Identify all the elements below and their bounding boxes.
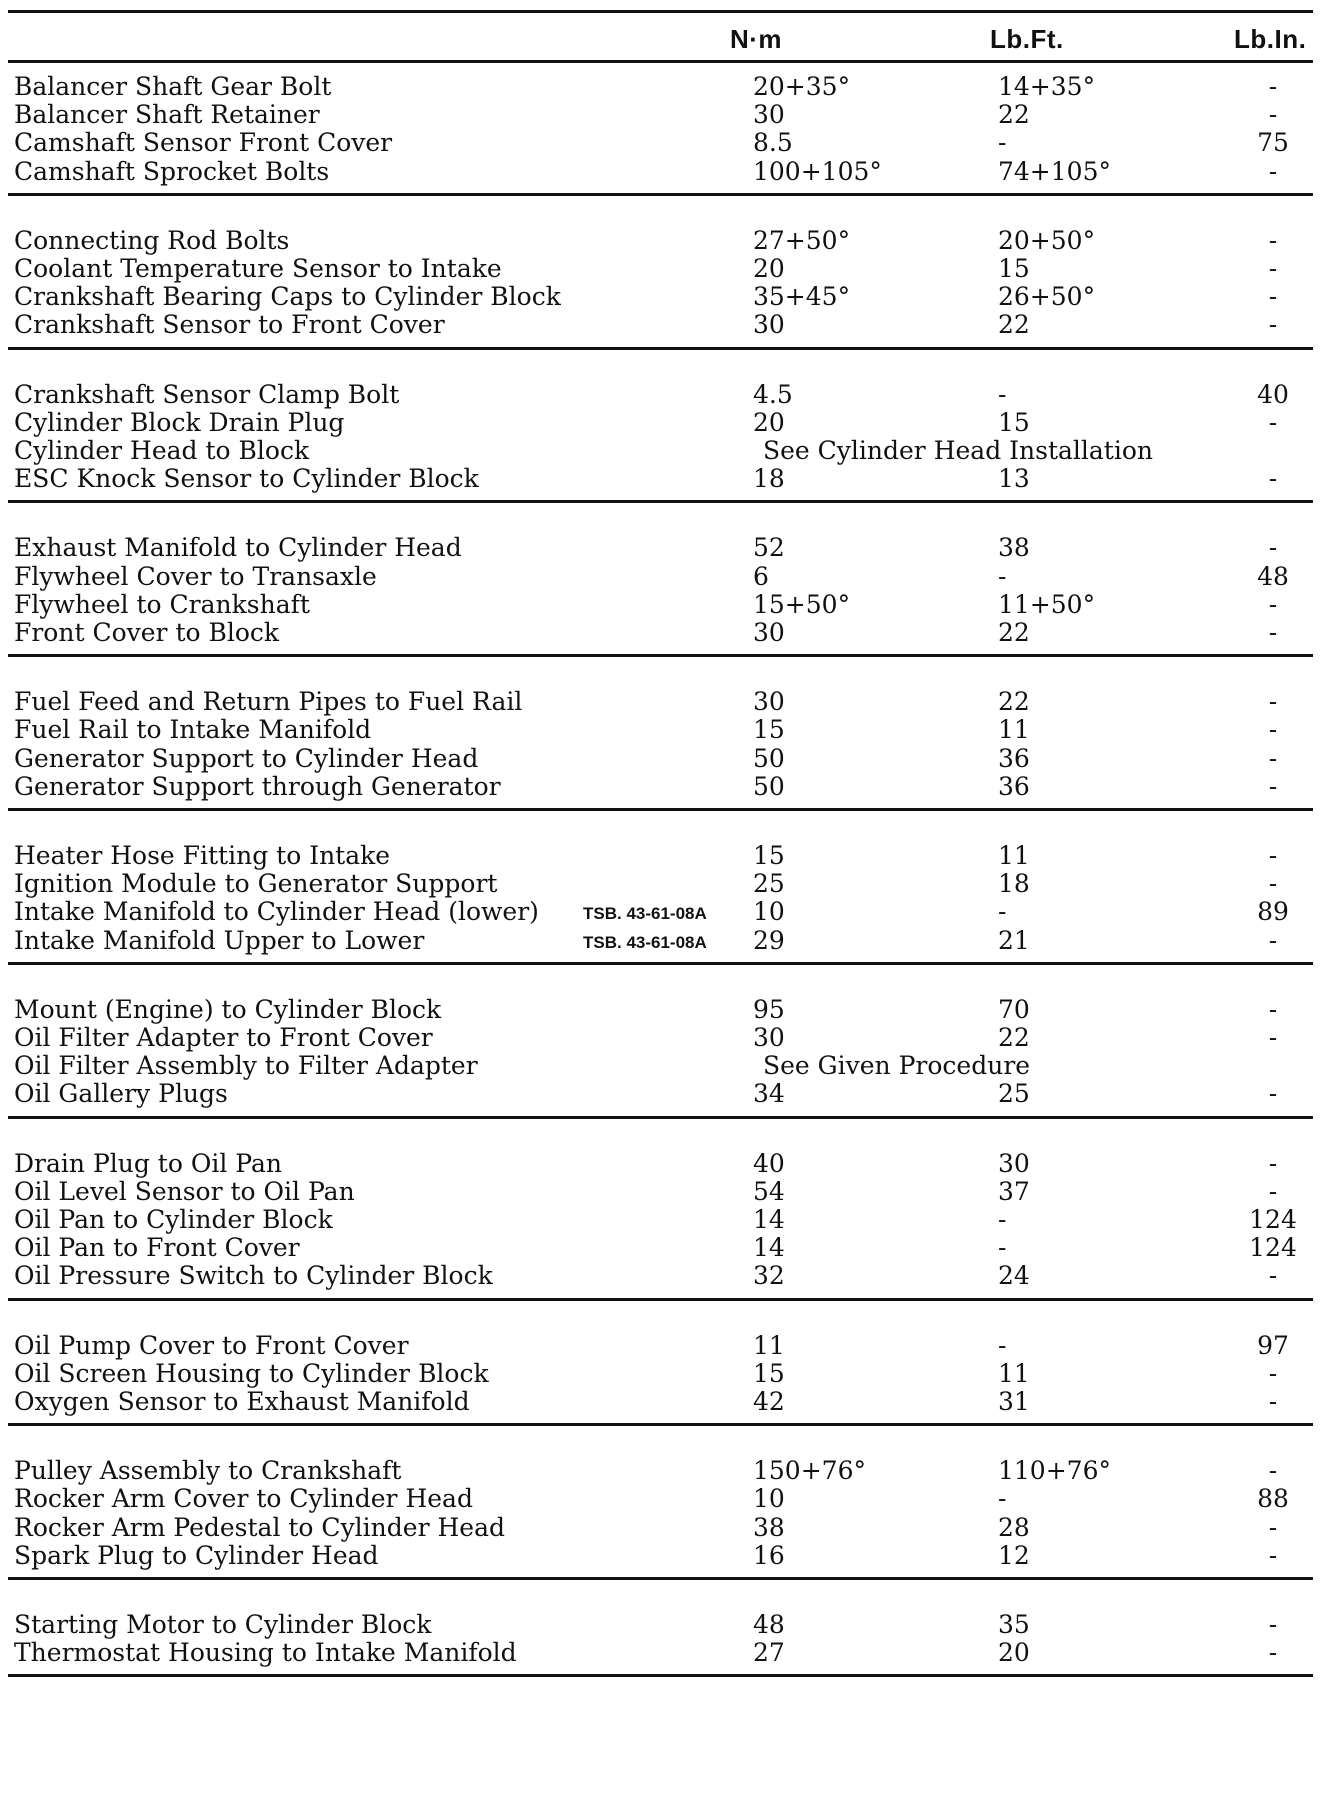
value-nm: 100+105° bbox=[753, 156, 882, 186]
table-row bbox=[8, 1261, 1313, 1291]
table-row bbox=[8, 226, 1313, 256]
table-row bbox=[8, 687, 1313, 717]
value-lbin: - bbox=[1268, 589, 1278, 619]
component-name: Exhaust Manifold to Cylinder Head bbox=[14, 533, 462, 563]
value-lbft: 37 bbox=[998, 1176, 1030, 1206]
component-name: Crankshaft Sensor to Front Cover bbox=[14, 310, 445, 340]
component-name: Drain Plug to Oil Pan bbox=[14, 1148, 282, 1178]
value-lbin: 75 bbox=[1257, 128, 1289, 158]
value-nm: 30 bbox=[753, 1023, 785, 1052]
value-nm: 35+45° bbox=[753, 282, 851, 312]
value-lbft: 11+50° bbox=[998, 589, 1096, 619]
value-lbin: - bbox=[1268, 1023, 1278, 1052]
group-divider bbox=[8, 1577, 1313, 1580]
table-row bbox=[8, 841, 1313, 871]
value-lbin: - bbox=[1268, 869, 1278, 899]
value-nm: 30 bbox=[753, 310, 785, 340]
component-name: Camshaft Sprocket Bolts bbox=[14, 156, 330, 186]
component-name: Rocker Arm Pedestal to Cylinder Head bbox=[14, 1512, 505, 1542]
tsb-reference: TSB. 43-61-08A bbox=[583, 904, 707, 924]
component-name: Front Cover to Block bbox=[14, 618, 280, 647]
value-lbft: 22 bbox=[998, 618, 1030, 647]
value-nm: 15 bbox=[753, 1358, 785, 1388]
value-lbft: - bbox=[998, 1484, 1007, 1514]
value-nm: 10 bbox=[753, 897, 785, 927]
component-name: Oil Screen Housing to Cylinder Block bbox=[14, 1358, 489, 1388]
value-lbin: 89 bbox=[1257, 897, 1289, 927]
component-name: Balancer Shaft Retainer bbox=[14, 100, 320, 130]
group-divider bbox=[8, 654, 1313, 657]
group-divider bbox=[8, 193, 1313, 196]
value-lbin: - bbox=[1268, 533, 1278, 563]
table-row bbox=[8, 1513, 1313, 1543]
value-lbin: - bbox=[1268, 464, 1278, 494]
value-lbin: 40 bbox=[1257, 379, 1289, 409]
value-lbft: 26+50° bbox=[998, 282, 1096, 312]
table-row bbox=[8, 436, 1313, 466]
value-nm: 52 bbox=[753, 533, 785, 563]
value-lbin: - bbox=[1268, 771, 1278, 801]
value-lbft: 110+76° bbox=[998, 1456, 1111, 1486]
value-lbin: 48 bbox=[1257, 561, 1289, 591]
value-lbft: 20+50° bbox=[998, 225, 1096, 255]
value-lbft: 11 bbox=[998, 841, 1030, 870]
table-row bbox=[8, 744, 1313, 774]
table-row bbox=[8, 715, 1313, 745]
value-lbft: 18 bbox=[998, 869, 1030, 899]
spec-note: See Given Procedure bbox=[763, 1051, 1031, 1081]
value-lbft: 11 bbox=[998, 1358, 1030, 1388]
component-name: Oil Filter Adapter to Front Cover bbox=[14, 1023, 433, 1052]
table-row bbox=[8, 100, 1313, 130]
value-nm: 40 bbox=[753, 1148, 785, 1178]
header-rule bbox=[8, 60, 1313, 63]
value-lbin: - bbox=[1268, 225, 1278, 255]
value-lbft: 22 bbox=[998, 687, 1030, 717]
value-nm: 42 bbox=[753, 1387, 785, 1416]
value-nm: 14 bbox=[753, 1233, 785, 1263]
component-name: Flywheel Cover to Transaxle bbox=[14, 561, 377, 591]
value-lbft: 36 bbox=[998, 743, 1030, 773]
value-lbin: - bbox=[1268, 156, 1278, 186]
table-row bbox=[8, 1177, 1313, 1207]
value-nm: 54 bbox=[753, 1176, 785, 1206]
component-name: Camshaft Sensor Front Cover bbox=[14, 128, 393, 158]
value-nm: 16 bbox=[753, 1540, 785, 1570]
value-nm: 18 bbox=[753, 464, 785, 494]
table-row bbox=[8, 1149, 1313, 1179]
value-lbin: - bbox=[1268, 254, 1278, 283]
value-nm: 29 bbox=[753, 925, 785, 955]
table-row bbox=[8, 1205, 1313, 1235]
component-name: Intake Manifold Upper to Lower bbox=[14, 925, 425, 955]
component-name: Balancer Shaft Gear Bolt bbox=[14, 72, 332, 101]
component-name: Rocker Arm Cover to Cylinder Head bbox=[14, 1484, 473, 1514]
value-lbft: 14+35° bbox=[998, 72, 1096, 101]
component-name: Mount (Engine) to Cylinder Block bbox=[14, 994, 442, 1024]
value-nm: 15 bbox=[753, 715, 785, 745]
component-name: Coolant Temperature Sensor to Intake bbox=[14, 254, 502, 283]
component-name: Oil Pump Cover to Front Cover bbox=[14, 1330, 409, 1360]
component-name: Starting Motor to Cylinder Block bbox=[14, 1610, 432, 1639]
tsb-reference: TSB. 43-61-08A bbox=[583, 932, 707, 952]
top-rule bbox=[8, 10, 1313, 13]
value-nm: 20 bbox=[753, 254, 785, 283]
value-lbft: 24 bbox=[998, 1261, 1030, 1291]
table-row bbox=[8, 1051, 1313, 1081]
component-name: Fuel Feed and Return Pipes to Fuel Rail bbox=[14, 687, 523, 717]
table-row bbox=[8, 1387, 1313, 1417]
value-lbin: 124 bbox=[1249, 1233, 1297, 1263]
group-divider bbox=[8, 500, 1313, 503]
component-name: Oxygen Sensor to Exhaust Manifold bbox=[14, 1387, 470, 1416]
component-name: Thermostat Housing to Intake Manifold bbox=[14, 1638, 517, 1668]
value-lbin: - bbox=[1268, 715, 1278, 745]
value-lbin: - bbox=[1268, 1638, 1278, 1668]
component-name: Ignition Module to Generator Support bbox=[14, 869, 498, 899]
value-lbft: - bbox=[998, 1233, 1007, 1263]
table-row bbox=[8, 1456, 1313, 1486]
table-row bbox=[8, 157, 1313, 187]
header-nm: N·m bbox=[730, 24, 783, 54]
value-lbft: 22 bbox=[998, 1023, 1030, 1052]
value-nm: 150+76° bbox=[753, 1456, 866, 1486]
value-lbft: 20 bbox=[998, 1638, 1030, 1668]
component-name: Crankshaft Bearing Caps to Cylinder Block bbox=[14, 282, 561, 312]
value-lbin: - bbox=[1268, 1148, 1278, 1178]
group-divider bbox=[8, 962, 1313, 965]
table-row bbox=[8, 1023, 1313, 1053]
component-name: Oil Filter Assembly to Filter Adapter bbox=[14, 1051, 478, 1081]
value-lbin: - bbox=[1268, 1540, 1278, 1570]
value-nm: 20+35° bbox=[753, 72, 851, 101]
table-row bbox=[8, 618, 1313, 648]
table-row bbox=[8, 254, 1313, 284]
value-nm: 50 bbox=[753, 743, 785, 773]
component-name: Oil Gallery Plugs bbox=[14, 1079, 228, 1109]
table-row bbox=[8, 1331, 1313, 1361]
value-nm: 30 bbox=[753, 618, 785, 647]
component-name: Cylinder Head to Block bbox=[14, 436, 310, 465]
group-divider bbox=[8, 1674, 1313, 1677]
value-lbin: - bbox=[1268, 407, 1278, 437]
table-row bbox=[8, 562, 1313, 592]
value-lbft: 74+105° bbox=[998, 156, 1111, 186]
table-row bbox=[8, 310, 1313, 340]
value-lbft: 11 bbox=[998, 715, 1030, 745]
value-lbin: - bbox=[1268, 841, 1278, 870]
value-lbin: - bbox=[1268, 72, 1278, 101]
value-nm: 6 bbox=[753, 561, 769, 591]
value-lbin: - bbox=[1268, 618, 1278, 647]
value-lbin: - bbox=[1268, 1610, 1278, 1639]
value-lbft: 25 bbox=[998, 1079, 1030, 1109]
component-name: Fuel Rail to Intake Manifold bbox=[14, 715, 372, 745]
value-lbin: - bbox=[1268, 1512, 1278, 1542]
value-lbin: - bbox=[1268, 687, 1278, 717]
component-name: Intake Manifold to Cylinder Head (lower) bbox=[14, 897, 539, 927]
table-row bbox=[8, 772, 1313, 802]
value-lbft: 15 bbox=[998, 254, 1030, 283]
value-lbin: 97 bbox=[1257, 1330, 1289, 1360]
value-nm: 15 bbox=[753, 841, 785, 870]
value-lbin: - bbox=[1268, 1176, 1278, 1206]
value-nm: 95 bbox=[753, 994, 785, 1024]
value-nm: 30 bbox=[753, 100, 785, 130]
value-lbin: - bbox=[1268, 282, 1278, 312]
table-row bbox=[8, 897, 1313, 927]
value-nm: 32 bbox=[753, 1261, 785, 1291]
value-nm: 20 bbox=[753, 407, 785, 437]
value-lbft: 22 bbox=[998, 100, 1030, 130]
table-row bbox=[8, 464, 1313, 494]
value-lbft: - bbox=[998, 561, 1007, 591]
value-lbft: 70 bbox=[998, 994, 1030, 1024]
table-row bbox=[8, 1610, 1313, 1640]
table-row bbox=[8, 1359, 1313, 1389]
table-row bbox=[8, 926, 1313, 956]
table-row bbox=[8, 380, 1313, 410]
value-lbin: - bbox=[1268, 100, 1278, 130]
table-row bbox=[8, 1541, 1313, 1571]
value-lbin: 124 bbox=[1249, 1205, 1297, 1234]
table-row bbox=[8, 408, 1313, 438]
value-lbin: - bbox=[1268, 310, 1278, 340]
value-nm: 38 bbox=[753, 1512, 785, 1542]
value-nm: 4.5 bbox=[753, 379, 793, 409]
torque-spec-table bbox=[8, 8, 1318, 1788]
value-lbin: 88 bbox=[1257, 1484, 1289, 1514]
spec-note: See Cylinder Head Installation bbox=[763, 436, 1154, 465]
value-lbin: - bbox=[1268, 1387, 1278, 1416]
value-lbft: - bbox=[998, 379, 1007, 409]
group-divider bbox=[8, 1116, 1313, 1119]
value-lbft: - bbox=[998, 897, 1007, 927]
value-nm: 48 bbox=[753, 1610, 785, 1639]
value-nm: 10 bbox=[753, 1484, 785, 1514]
table-row bbox=[8, 1079, 1313, 1109]
table-row bbox=[8, 1233, 1313, 1263]
component-name: Oil Level Sensor to Oil Pan bbox=[14, 1176, 355, 1206]
component-name: Oil Pressure Switch to Cylinder Block bbox=[14, 1261, 493, 1291]
value-nm: 34 bbox=[753, 1079, 785, 1109]
value-nm: 27 bbox=[753, 1638, 785, 1668]
value-nm: 25 bbox=[753, 869, 785, 899]
component-name: Spark Plug to Cylinder Head bbox=[14, 1540, 379, 1570]
group-divider bbox=[8, 1423, 1313, 1426]
value-lbft: 13 bbox=[998, 464, 1030, 494]
value-lbft: 36 bbox=[998, 771, 1030, 801]
value-lbin: - bbox=[1268, 1079, 1278, 1109]
table-row bbox=[8, 533, 1313, 563]
table-row bbox=[8, 995, 1313, 1025]
component-name: Heater Hose Fitting to Intake bbox=[14, 841, 391, 870]
value-lbin: - bbox=[1268, 1261, 1278, 1291]
group-divider bbox=[8, 808, 1313, 811]
value-lbft: 28 bbox=[998, 1512, 1030, 1542]
table-row bbox=[8, 590, 1313, 620]
table-row bbox=[8, 869, 1313, 899]
header-lbft: Lb.Ft. bbox=[990, 24, 1064, 54]
value-lbft: - bbox=[998, 1330, 1007, 1360]
table-row bbox=[8, 1638, 1313, 1668]
value-nm: 50 bbox=[753, 771, 785, 801]
table-row bbox=[8, 282, 1313, 312]
value-lbin: - bbox=[1268, 1456, 1278, 1486]
value-lbft: - bbox=[998, 1205, 1007, 1234]
value-nm: 11 bbox=[753, 1330, 785, 1360]
value-lbft: 31 bbox=[998, 1387, 1030, 1416]
component-name: Generator Support through Generator bbox=[14, 771, 501, 801]
value-nm: 27+50° bbox=[753, 225, 851, 255]
component-name: Crankshaft Sensor Clamp Bolt bbox=[14, 379, 400, 409]
value-lbft: 30 bbox=[998, 1148, 1030, 1178]
component-name: Oil Pan to Front Cover bbox=[14, 1233, 300, 1263]
value-nm: 15+50° bbox=[753, 589, 851, 619]
value-lbft: 38 bbox=[998, 533, 1030, 563]
value-lbft: 15 bbox=[998, 407, 1030, 437]
component-name: Pulley Assembly to Crankshaft bbox=[14, 1456, 402, 1486]
table-row bbox=[8, 1484, 1313, 1514]
component-name: Flywheel to Crankshaft bbox=[14, 589, 310, 619]
group-divider bbox=[8, 347, 1313, 350]
value-lbft: 21 bbox=[998, 925, 1030, 955]
component-name: Connecting Rod Bolts bbox=[14, 225, 290, 255]
value-lbft: 12 bbox=[998, 1540, 1030, 1570]
table-row bbox=[8, 128, 1313, 158]
component-name: ESC Knock Sensor to Cylinder Block bbox=[14, 464, 479, 494]
value-lbin: - bbox=[1268, 994, 1278, 1024]
header-lbin: Lb.In. bbox=[1234, 24, 1307, 54]
value-lbin: - bbox=[1268, 925, 1278, 955]
component-name: Cylinder Block Drain Plug bbox=[14, 407, 345, 437]
value-lbft: 35 bbox=[998, 1610, 1030, 1639]
component-name: Oil Pan to Cylinder Block bbox=[14, 1205, 333, 1234]
component-name: Generator Support to Cylinder Head bbox=[14, 743, 479, 773]
group-divider bbox=[8, 1298, 1313, 1301]
value-nm: 30 bbox=[753, 687, 785, 717]
value-lbft: - bbox=[998, 128, 1007, 158]
table-row bbox=[8, 72, 1313, 102]
value-lbin: - bbox=[1268, 1358, 1278, 1388]
value-lbin: - bbox=[1268, 743, 1278, 773]
value-lbft: 22 bbox=[998, 310, 1030, 340]
value-nm: 14 bbox=[753, 1205, 785, 1234]
value-nm: 8.5 bbox=[753, 128, 793, 158]
